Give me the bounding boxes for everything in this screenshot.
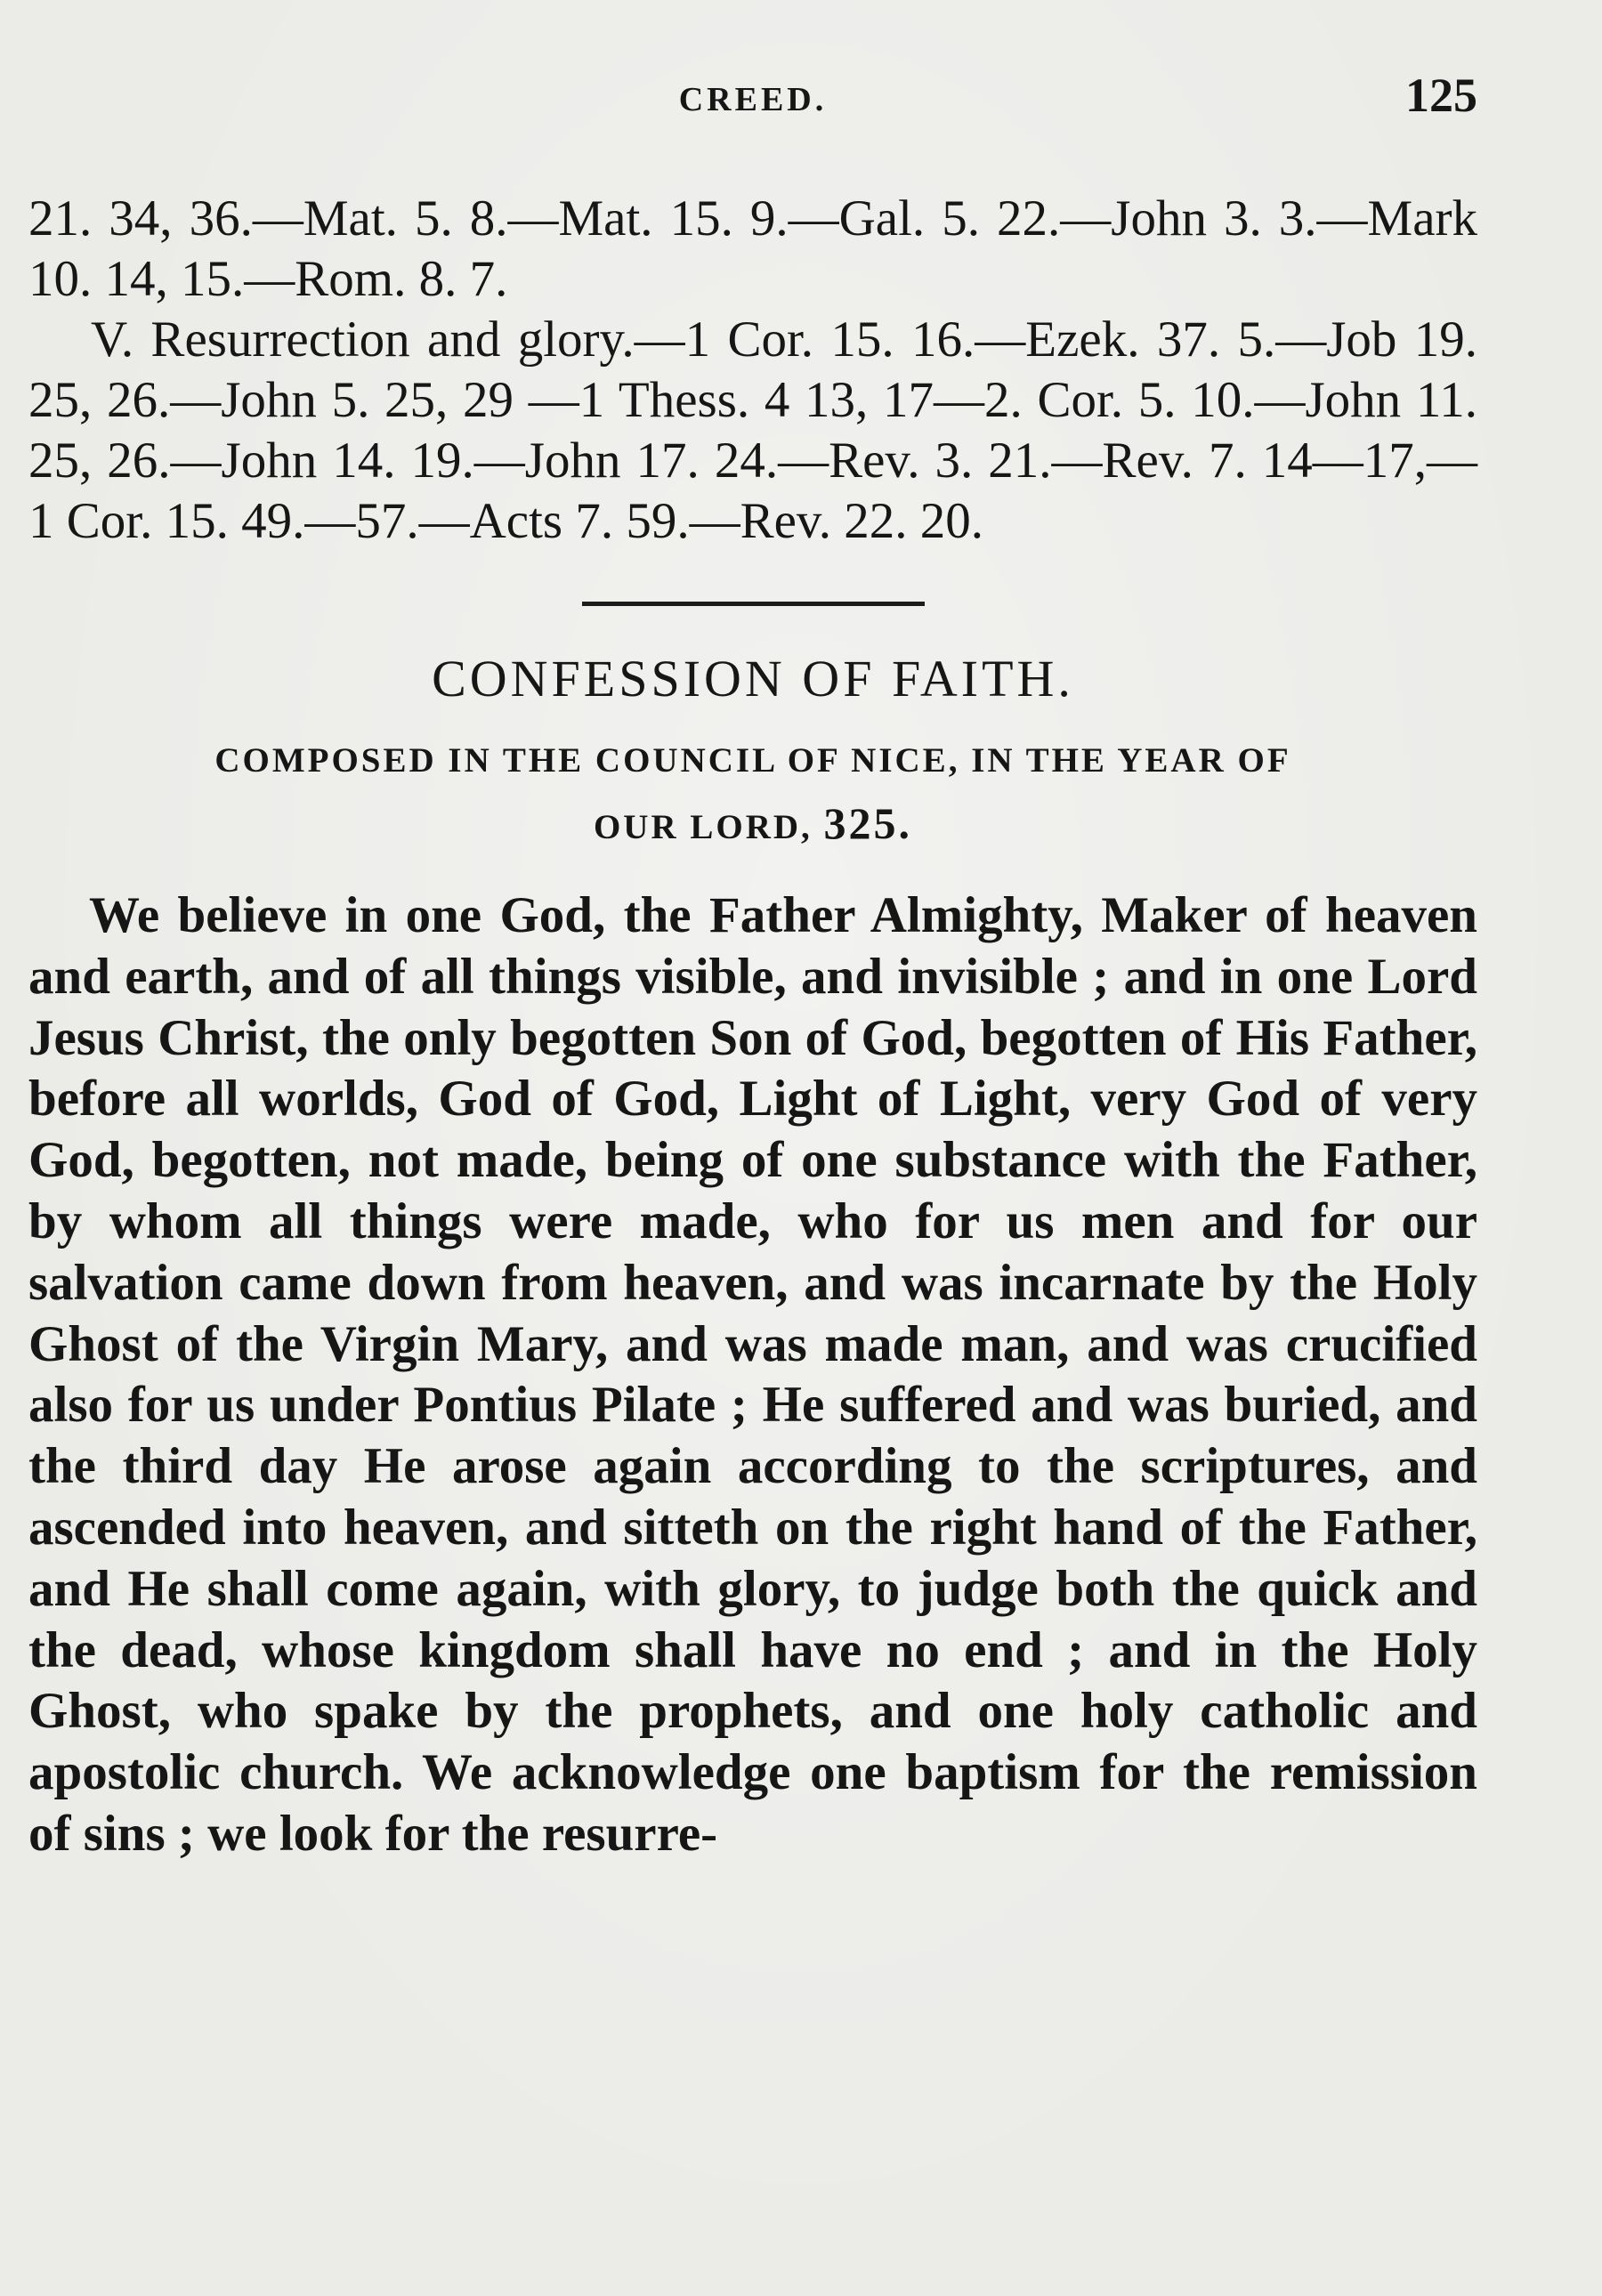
confession-title: CONFESSION OF FAITH. (432, 650, 1074, 707)
scripture-references (28, 189, 1477, 552)
running-head: CREED. (678, 81, 828, 118)
subtitle-line-1: COMPOSED IN THE COUNCIL OF NICE, IN THE YEAR OF (214, 741, 1291, 780)
confession-subtitle (28, 730, 1477, 859)
section-divider (582, 602, 925, 606)
page-header (28, 62, 1477, 133)
subtitle-year: 325. (823, 798, 913, 848)
page-number: 125 (1405, 69, 1477, 122)
confession-body: We believe in one God, the Father Almighty, Maker of heaven and earth, and of all things visible, and invisible ; and in one Lord Jesus Christ, the only begotten Son of God, begotten of His Father, before all worlds, God of God, Light of Light, very God of very God, begotten, not made, being of one substance with the Father, by whom all things were made, who for us men and for our salvation came down from heaven, and was incarnate by the Holy Ghost of the Virgin Mary, and was made man, and was crucified also for us under Pontius Pilate ; He suffered and was buried, and the third day He arose again according to the scriptures, and ascended into heaven, and sitteth on the right hand of the Father, and He shall come again, with glory, to judge both the quick and the dead, whose kingdom shall have no end ; and in the Holy Ghost, who spake by the prophets, and one holy catholic and apostolic church. We acknowledge one baptism for the remission of sins ; we look for the resurre- (28, 887, 1477, 1862)
references-continuation: 21. 34, 36.—Mat. 5. 8.—Mat. 15. 9.—Gal. 5. 22.—John 3. 3.—Mark 10. 14, 15.—Rom. 8. 7. (28, 190, 1477, 307)
subtitle-our-lord: OUR LORD, (593, 808, 813, 846)
references-section-v: V. Resurrection and glory.—1 Cor. 15. 16.—Ezek. 37. 5.—Job 19. 25, 26.—John 5. 25, 29 —1 Thess. 4 13, 17—2. Cor. 5. 10.—John 11. 25, 26.—John 14. 19.—John 17. 24.—Rev. 3. 21.—Rev. 7. 14—17,—1 Cor. 15. 49.—57.—Acts 7. 59.—Rev. 22. 20. (28, 311, 1477, 549)
subtitle-line-2 (28, 792, 1477, 859)
